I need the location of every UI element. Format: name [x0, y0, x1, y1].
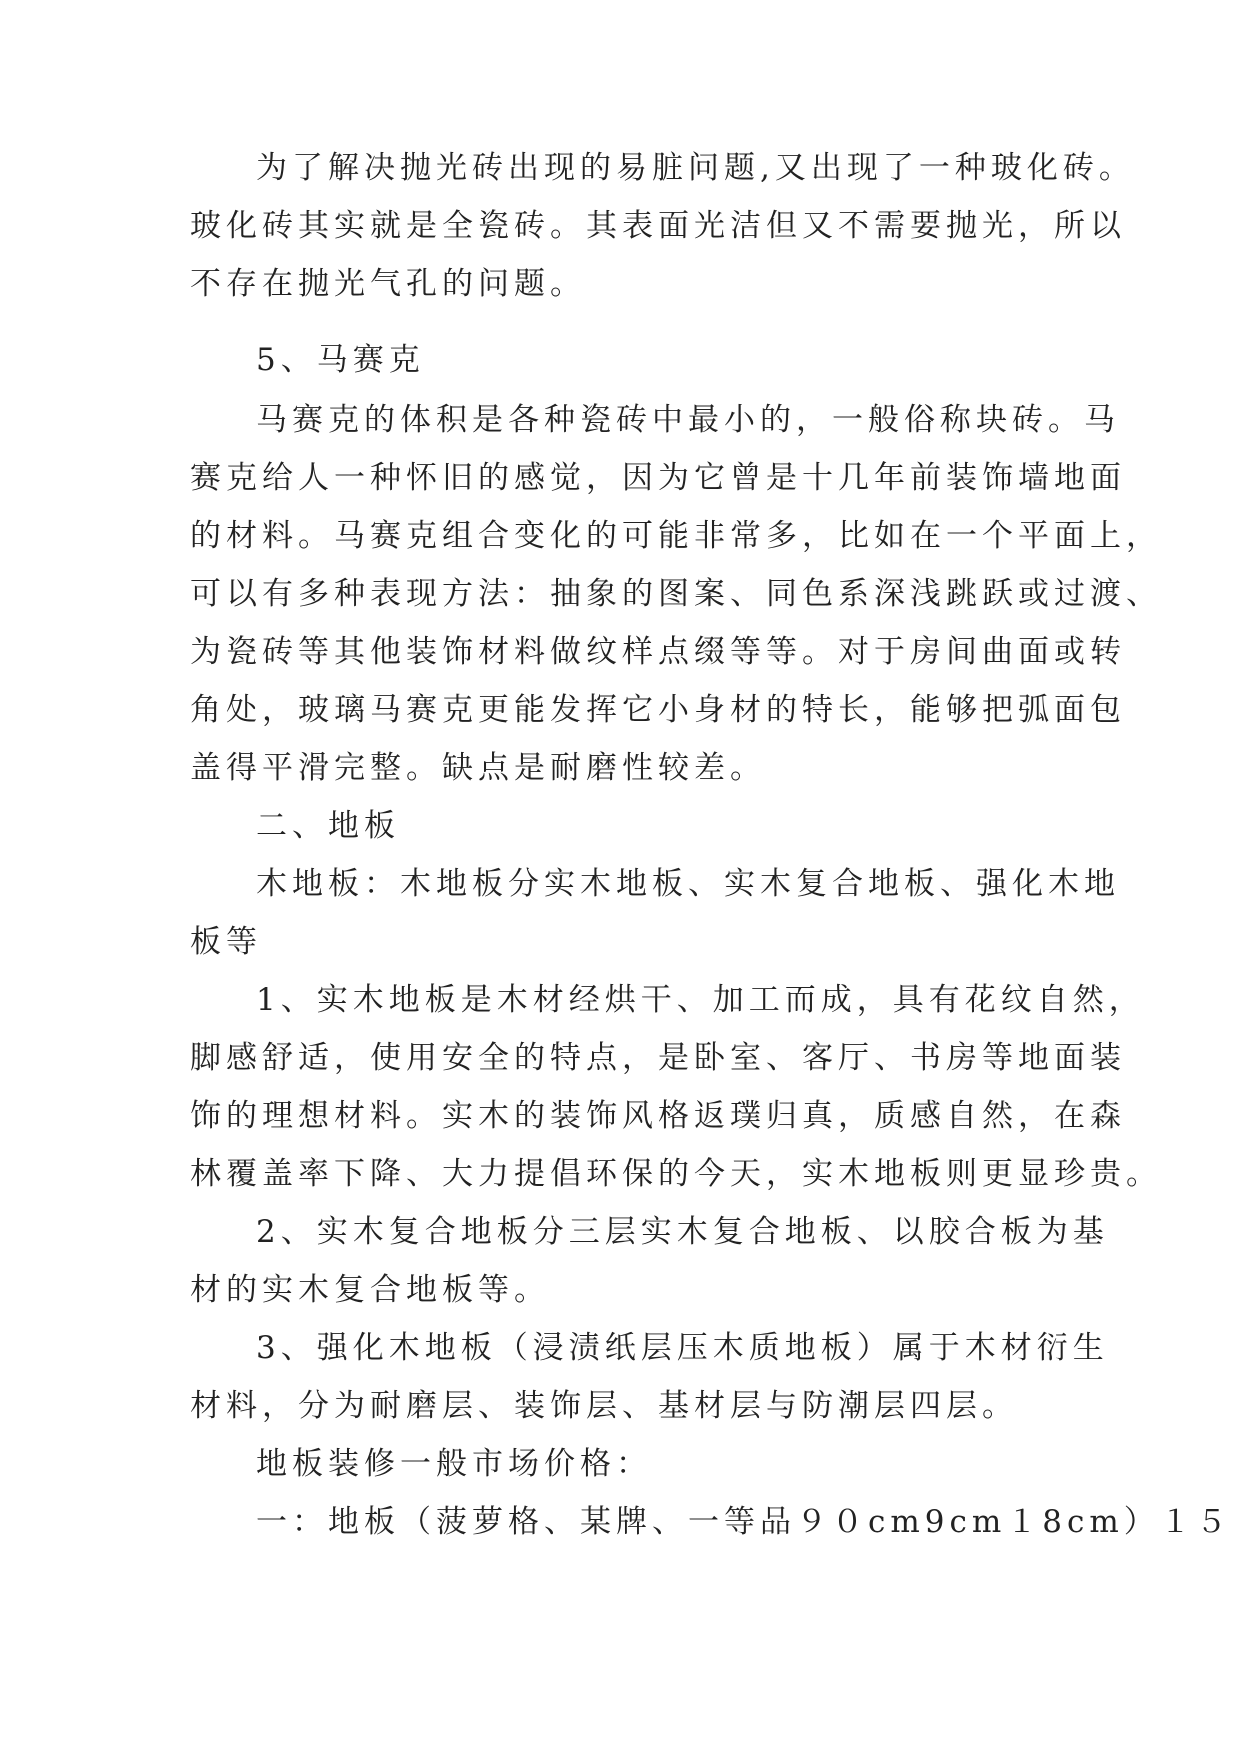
text-line: 可以有多种表现方法：抽象的图案、同色系深浅跳跃或过渡、 — [190, 576, 1162, 612]
text-line: 为了解决抛光砖出现的易脏问题,又出现了一种玻化砖。 — [256, 150, 1135, 186]
text-line: 木地板：木地板分实木地板、实木复合地板、强化木地 — [256, 866, 1120, 902]
text-line: 一：地板（菠萝格、某牌、一等品９０cm9cm１8cm）１５ — [256, 1504, 1232, 1540]
text-line: 材的实木复合地板等。 — [190, 1272, 550, 1308]
text-line: 的材料。马赛克组合变化的可能非常多，比如在一个平面上， — [190, 518, 1162, 554]
text-line: 玻化砖其实就是全瓷砖。其表面光洁但又不需要抛光，所以 — [190, 208, 1126, 244]
text-line: 板等 — [190, 924, 262, 960]
text-line: 3、强化木地板（浸渍纸层压木质地板）属于木材衍生 — [256, 1330, 1109, 1366]
text-line: 饰的理想材料。实木的装饰风格返璞归真，质感自然，在森 — [190, 1098, 1126, 1134]
section-heading: 二、地板 — [256, 808, 400, 844]
text-line: 地板装修一般市场价格： — [256, 1446, 652, 1482]
text-line: 1、实木地板是木材经烘干、加工而成，具有花纹自然， — [256, 982, 1145, 1018]
text-line: 赛克给人一种怀旧的感觉，因为它曾是十几年前装饰墙地面 — [190, 460, 1126, 496]
text-line: 盖得平滑完整。缺点是耐磨性较差。 — [190, 750, 766, 786]
text-line: 脚感舒适，使用安全的特点，是卧室、客厅、书房等地面装 — [190, 1040, 1126, 1076]
text-line: 不存在抛光气孔的问题。 — [190, 266, 586, 302]
text-line: 角处，玻璃马赛克更能发挥它小身材的特长，能够把弧面包 — [190, 692, 1126, 728]
section-heading: 5、马赛克 — [256, 342, 425, 378]
text-line: 2、实木复合地板分三层实木复合地板、以胶合板为基 — [256, 1214, 1109, 1250]
text-line: 林覆盖率下降、大力提倡环保的今天，实木地板则更显珍贵。 — [190, 1156, 1162, 1192]
text-line: 马赛克的体积是各种瓷砖中最小的，一般俗称块砖。马 — [256, 402, 1120, 438]
text-line: 为瓷砖等其他装饰材料做纹样点缀等等。对于房间曲面或转 — [190, 634, 1126, 670]
text-line: 材料，分为耐磨层、装饰层、基材层与防潮层四层。 — [190, 1388, 1018, 1424]
